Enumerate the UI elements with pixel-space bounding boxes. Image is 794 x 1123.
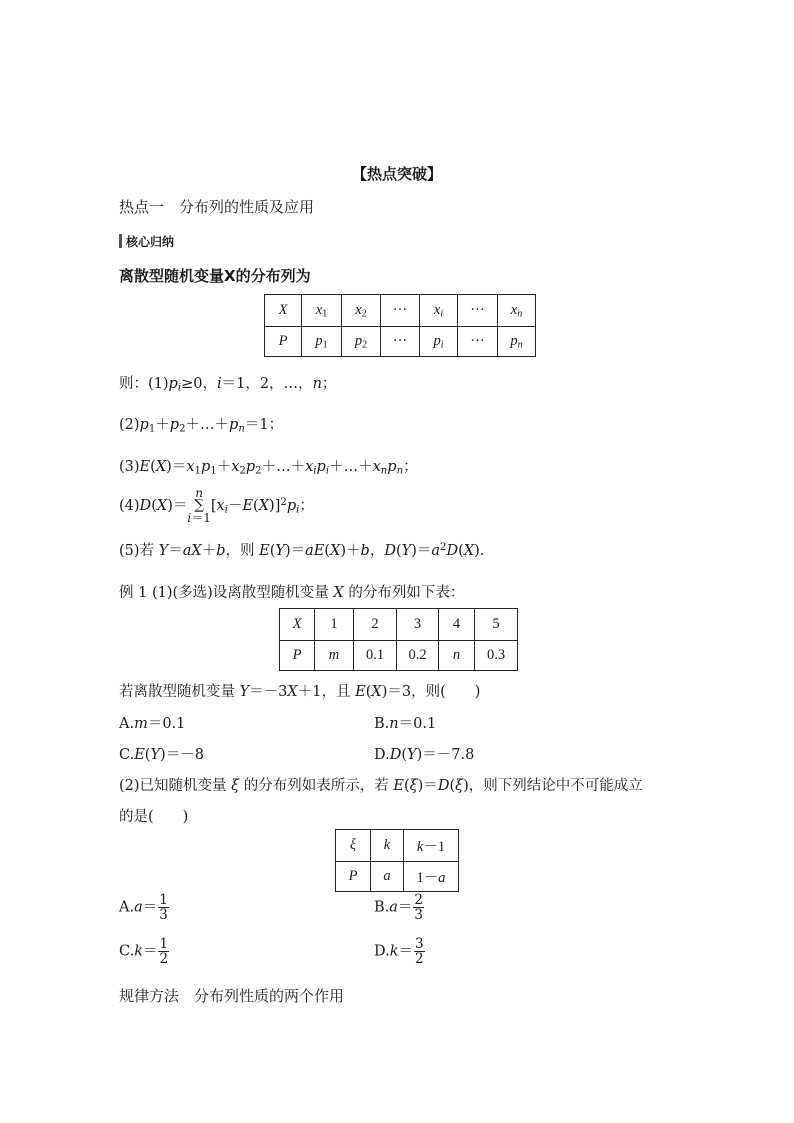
table-cell: k－1 [404, 830, 459, 862]
example2-stem-line1: (2)已知随机变量 ξ 的分布列如表所示，若 E(ξ)＝D(ξ)，则下列结论中不可能成立 [119, 778, 643, 794]
table-cell: $x_i$ [420, 295, 458, 327]
table-cell: 0.3 [475, 641, 518, 671]
table-cell: 1－a [404, 862, 459, 892]
table-cell: $p_i$ [420, 327, 458, 357]
table-cell: X [280, 609, 315, 641]
table-cell: $x_n$ [498, 295, 536, 327]
table-cell: ··· [381, 295, 420, 327]
option-b2: B.a＝ $\frac{2}{3}$ [374, 892, 424, 924]
property-1: 则：$(1)p_i\ge 0$，i＝1，2，…，n； [119, 376, 337, 394]
option-c: C.E(Y)＝－8 [119, 747, 204, 763]
table-row [265, 327, 536, 357]
example1-condition: 若离散型随机变量 Y＝－3X＋1，且 E(X)＝3，则( ) [119, 684, 481, 700]
option-a2: A.a＝ $\frac{1}{3}$ [119, 892, 168, 924]
method-heading: 规律方法 分布列性质的两个作用 [119, 987, 345, 1005]
table-cell: ξ [336, 830, 371, 862]
table-cell: 5 [475, 609, 518, 641]
fraction: $\frac{3}{2}$ [415, 936, 424, 968]
table-row [265, 295, 536, 327]
example1-stem: 例 1 (1)(多选)设离散型随机变量 X 的分布列如下表： [119, 585, 465, 601]
fraction: $\frac{2}{3}$ [414, 892, 424, 924]
table-cell: 4 [439, 609, 475, 641]
table-cell: $x_1$ [302, 295, 342, 327]
table-cell: P [336, 862, 371, 892]
table-cell: 0.2 [397, 641, 439, 671]
table-cell: P [280, 641, 315, 671]
option-d: D.D(Y)＝－7.8 [374, 747, 475, 763]
example2-table [335, 829, 459, 892]
table-cell: ··· [381, 327, 420, 357]
table-cell: a [371, 862, 404, 892]
table-cell: X [265, 295, 302, 327]
table-row [336, 862, 459, 892]
table-cell: P [265, 327, 302, 357]
example1-table [279, 608, 518, 671]
option-a: A.m＝0.1 [119, 716, 186, 732]
table-cell: $x_2$ [342, 295, 381, 327]
fraction: $\frac{1}{2}$ [159, 936, 169, 968]
sum-operator: n ∑ i＝1 [187, 486, 211, 525]
distribution-table [264, 294, 536, 357]
option-c2: C.k＝ $\frac{1}{2}$ [119, 936, 169, 968]
table-cell: ··· [458, 295, 498, 327]
property-3: $(3)E(X)=x_1p_1+x_2p_2+\dots+x_ip_i+\dots+x_np_n$； [119, 459, 418, 477]
section-title: 【热点突破】 [351, 165, 442, 183]
table-cell: ··· [458, 327, 498, 357]
table-row [280, 609, 518, 641]
table-cell: $p_1$ [302, 327, 342, 357]
table-cell: $p_n$ [498, 327, 536, 357]
property-4: (4)D(X)＝ n ∑ i＝1 $[x_i-E(X)]^2p_i$； [119, 486, 314, 525]
table-cell: n [439, 641, 475, 671]
option-d2: D.k＝ $\frac{3}{2}$ [374, 936, 424, 968]
example2-stem-line2: 的是( ) [119, 809, 189, 825]
property-2: $(2)p_1+p_2+\dots+p_n=1$； [119, 417, 284, 435]
table-cell: k [371, 830, 404, 862]
tag-text: 核心归纳 [126, 235, 175, 249]
option-b: B.n＝0.1 [374, 716, 437, 732]
table-cell: 0.1 [354, 641, 397, 671]
table-cell: 1 [315, 609, 354, 641]
fraction: $\frac{1}{3}$ [159, 892, 168, 924]
intro-line: 离散型随机变量X的分布列为 [119, 267, 311, 285]
table-row [280, 641, 518, 671]
table-row [336, 830, 459, 862]
tag-bar [119, 234, 122, 248]
table-cell: 3 [397, 609, 439, 641]
hotspot-heading: 热点一 分布列的性质及应用 [119, 198, 315, 216]
table-cell: m [315, 641, 354, 671]
table-cell: $p_2$ [342, 327, 381, 357]
property-5: (5)若 Y＝aX＋b，则 E(Y)＝aE(X)＋b，$D(Y)=a^2D(X)$. [119, 541, 485, 559]
table-cell: 2 [354, 609, 397, 641]
tag-label [119, 233, 174, 250]
